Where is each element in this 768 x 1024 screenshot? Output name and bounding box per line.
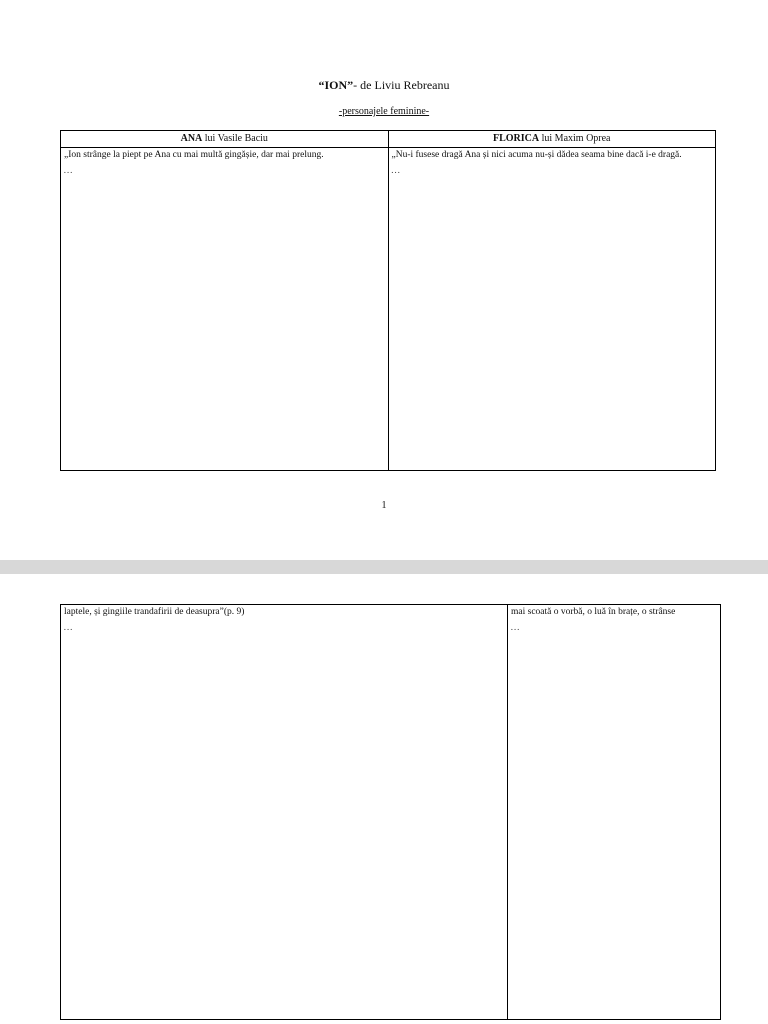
title-author: - de Liviu Rebreanu — [353, 78, 450, 92]
title-main: “ION” — [318, 78, 354, 92]
column-header-ana-suffix: lui Vasile Baciu — [202, 133, 268, 144]
florica-excerpt: „Nu-i fusese dragă Ana și nici acuma nu-și dădea seama bine dacă i-e dragă. — [391, 150, 682, 161]
ana-excerpt: laptele, și gingiile trandafirii de deasupra”(p. 9) — [64, 607, 245, 617]
table-row — [61, 148, 716, 471]
ana-text-cell — [61, 148, 389, 471]
characters-table-continued — [60, 604, 721, 1020]
ana-text-cell — [61, 605, 508, 1020]
omitted-marker: … — [64, 623, 73, 634]
omitted-marker: … — [511, 623, 520, 634]
column-header-florica — [388, 131, 716, 148]
omitted-marker: … — [64, 166, 73, 177]
florica-text-cell — [388, 148, 716, 471]
page-number: 1 — [381, 500, 387, 511]
page-separator — [0, 560, 768, 574]
table-row — [61, 605, 721, 1020]
column-header-florica-name: FLORICA — [493, 133, 540, 144]
characters-table — [60, 130, 716, 471]
document-subtitle: -personajele feminine- — [338, 106, 430, 117]
ana-excerpt: „Ion strânge la piept pe Ana cu mai multă gingășie, dar mai prelung. — [64, 150, 324, 161]
omitted-marker: … — [391, 166, 400, 177]
florica-text-cell — [508, 605, 721, 1020]
column-header-ana — [61, 131, 389, 148]
document-page-2 — [0, 574, 768, 1024]
column-header-florica-suffix: lui Maxim Oprea — [539, 133, 611, 144]
document-title — [0, 78, 768, 93]
florica-excerpt: mai scoată o vorbă, o luă în brațe, o strânse — [511, 607, 676, 617]
column-header-ana-name: ANA — [180, 133, 203, 144]
table-header-row — [61, 131, 716, 148]
